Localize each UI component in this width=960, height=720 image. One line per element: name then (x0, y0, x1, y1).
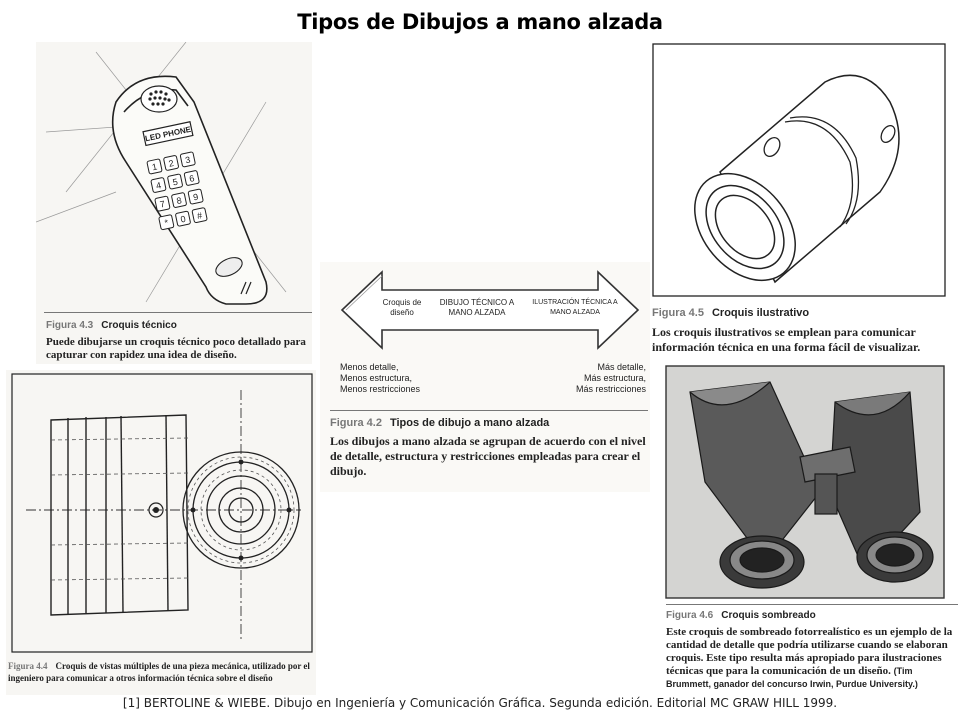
multiview-sketch (6, 370, 316, 655)
figure-4-3-label (46, 320, 177, 331)
keypad-key-label: 3 (184, 154, 192, 166)
figure-4-3-text: Puede dibujarse un croquis técnico poco detallado para capturar con rapidez una idea de diseño. (46, 336, 306, 361)
keypad-key-label: 8 (175, 195, 183, 207)
page-title: Tipos de Dibujos a mano alzada (297, 10, 663, 34)
figure-4-2-text: Los dibujos a mano alzada se agrupan de acuerdo con el nivel de detalle, estructura y restricciones empleadas para crear el dibujo. (330, 434, 646, 478)
keypad-key-label: 6 (188, 173, 196, 184)
right-notes (540, 362, 646, 395)
figure-4-6-credit: (Tim Brummett, ganador del concurso Irwin, Purdue University.) (666, 666, 918, 689)
figure-4-3-panel (36, 42, 312, 364)
keypad-key-label: 0 (179, 213, 187, 225)
keypad-key-label: 5 (171, 176, 179, 188)
figure-4-5-panel (650, 42, 960, 364)
left-note: Menos detalle, (340, 362, 399, 372)
arrow-left-label: Croquis de diseño (382, 298, 422, 317)
figure-4-6-panel (650, 362, 960, 695)
figure-4-6-label (666, 610, 816, 621)
figure-4-5-text: Los croquis ilustrativos se emplean para comunicar información técnica en una forma fácil de visualizar. (652, 325, 921, 354)
right-note: Más detalle, (597, 362, 646, 372)
figure-4-2-caption: Tipos de dibujo a mano alzada (389, 417, 550, 429)
keypad-key-label: * (163, 217, 170, 228)
footer-citation: [1] BERTOLINE & WIEBE. Dibujo en Ingeniería y Comunicación Gráfica. Segunda edición. Editorial MC GRAW HILL 1999. (122, 696, 838, 710)
figure-4-3-number: Figura 4.3 (46, 320, 94, 331)
keypad-key-label: 4 (155, 180, 163, 191)
cylinder-sketch (650, 42, 960, 302)
figure-4-6-caption: Croquis sombreado (721, 610, 816, 621)
keypad-key-label: # (196, 210, 204, 222)
figure-4-2-label (330, 417, 549, 429)
left-note: Menos estructura, (340, 373, 413, 383)
figure-4-4-panel (6, 370, 316, 695)
phone-display-text: LED PHONE (144, 124, 192, 144)
figure-4-2-panel (320, 262, 650, 492)
left-notes (340, 362, 420, 395)
keypad-key-label: 1 (151, 161, 159, 173)
figure-4-6-body: Este croquis de sombreado fotorrealístico es un ejemplo de la cantidad de detalle que podría utilizarse cuando se elaboran croquis. Este tipo resulta más apropiado para ilustraciones técnicas que para la comunicación de un diseño. (666, 626, 953, 677)
figure-4-5-number: Figura 4.5 (652, 307, 704, 319)
keypad-key-label: 7 (159, 198, 167, 210)
right-note: Más estructura, (583, 373, 646, 383)
figure-4-2-number: Figura 4.2 (330, 417, 382, 429)
figure-4-4-label (8, 660, 314, 684)
figure-4-5-label (652, 307, 809, 319)
arrow-right-label: ILUSTRACIÓN TÉCNICA A MANO ALZADA (532, 299, 618, 316)
keypad-key-label: 2 (167, 158, 175, 169)
figure-4-5-caption: Croquis ilustrativo (711, 307, 810, 319)
figure-4-6-number: Figura 4.6 (666, 610, 714, 621)
keypad-key-label: 9 (192, 191, 200, 203)
right-note: Más restricciones (575, 384, 646, 394)
left-note: Menos restricciones (340, 384, 421, 394)
phone-sketch (36, 42, 312, 312)
figure-4-4-caption: Croquis de vistas múltiples de una pieza mecánica, utilizado por el ingeniero para comunicar a otros información técnica sobre el diseño (8, 661, 310, 683)
figure-4-3-caption: Croquis técnico (101, 320, 177, 331)
figure-4-6-text (666, 626, 958, 691)
figure-4-4-number: Figura 4.4 (8, 661, 48, 671)
arrow-center-label: DIBUJO TÉCNICO A MANO ALZADA (439, 298, 515, 317)
binoculars-sketch (650, 362, 960, 602)
